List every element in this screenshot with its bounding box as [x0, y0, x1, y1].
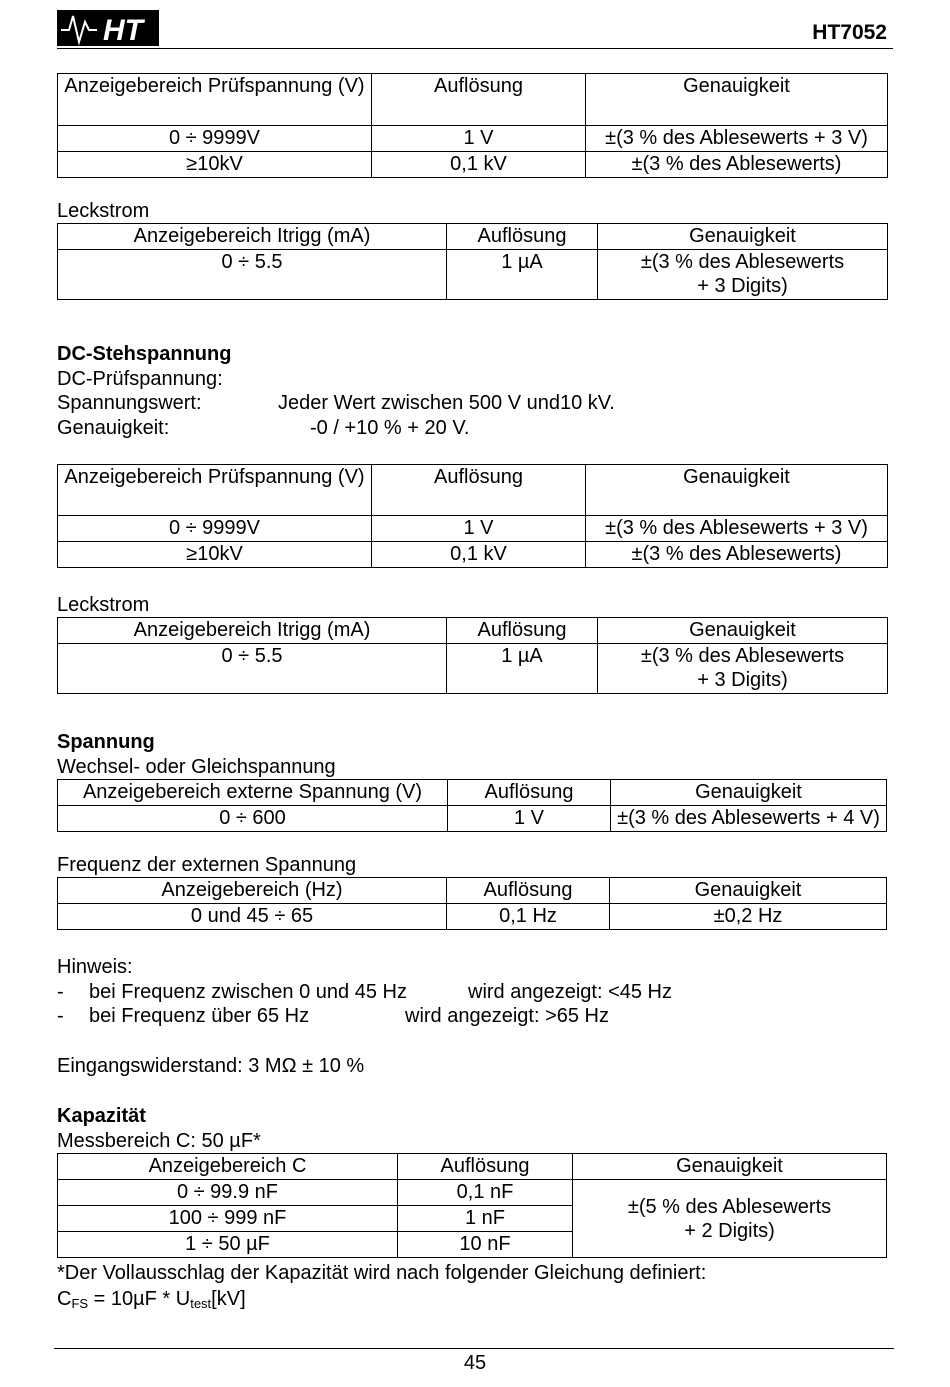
table-cell: ±(3 % des Ablesewerts + 3 V) — [586, 126, 888, 152]
accuracy-line: + 2 Digits) — [684, 1219, 775, 1242]
leakage-table-2 — [57, 617, 888, 694]
table-cell: 1 µA — [447, 644, 598, 694]
table-row — [58, 1180, 887, 1206]
table-cell: 0 ÷ 5.5 — [58, 250, 447, 300]
accuracy-line: ±(3 % des Ablesewerts — [640, 645, 845, 667]
section-title-voltage: Spannung — [57, 731, 155, 753]
dc-value-text: Jeder Wert zwischen 500 V und10 kV. — [278, 392, 615, 414]
input-resistance: Eingangswiderstand: 3 MΩ ± 10 % — [57, 1055, 365, 1077]
header-cell: Anzeigebereich (Hz) — [58, 878, 447, 904]
note-line-2b: wird angezeigt: >65 Hz — [405, 1005, 610, 1027]
frequency-table — [57, 877, 887, 930]
table-row — [58, 904, 887, 930]
table-cell: 1 ÷ 50 µF — [58, 1232, 398, 1258]
header-cell: Auflösung — [447, 878, 610, 904]
model-name: HT7052 — [812, 21, 887, 44]
table-row — [58, 516, 888, 542]
table-row — [58, 644, 888, 694]
table-cell: 0 ÷ 99.9 nF — [58, 1180, 398, 1206]
header-cell: Anzeigebereich Prüfspannung (V) — [58, 465, 372, 516]
footer-rule — [54, 1348, 894, 1349]
header-cell: Genauigkeit — [610, 878, 887, 904]
table-header-row — [58, 878, 887, 904]
header-cell: Genauigkeit — [598, 224, 888, 250]
header-cell: Anzeigebereich Prüfspannung (V) — [58, 74, 372, 126]
capacity-range: Messbereich C: 50 µF* — [57, 1130, 261, 1152]
note-line-2a: bei Frequenz über 65 Hz — [89, 1005, 310, 1027]
external-voltage-table — [57, 779, 887, 832]
table-cell — [573, 1180, 887, 1258]
note-line-1a: bei Frequenz zwischen 0 und 45 Hz — [89, 981, 407, 1003]
accuracy-line: ±(5 % des Ablesewerts — [627, 1195, 832, 1218]
table-cell: 0 ÷ 9999V — [58, 516, 372, 542]
table-cell: 1 V — [448, 806, 611, 832]
header-cell: Genauigkeit — [611, 780, 887, 806]
section-title-dc: DC-Stehspannung — [57, 343, 232, 365]
formula-end: [kV] — [211, 1288, 246, 1310]
header-cell: Anzeigebereich Itrigg (mA) — [58, 618, 447, 644]
formula-c: C — [57, 1288, 72, 1310]
accuracy-line: + 3 Digits) — [697, 669, 788, 691]
table-cell: ≥10kV — [58, 542, 372, 568]
leakage-label: Leckstrom — [57, 200, 150, 222]
header-cell: Anzeigebereich Itrigg (mA) — [58, 224, 447, 250]
table-cell: 1 V — [372, 516, 586, 542]
table-header-row — [58, 224, 888, 250]
table-cell: 0,1 kV — [372, 152, 586, 178]
dc-value-label: Spannungswert: — [57, 392, 202, 414]
header-cell: Auflösung — [372, 74, 586, 126]
table-header-row — [58, 780, 887, 806]
table-header-row — [58, 618, 888, 644]
table-cell: 1 V — [372, 126, 586, 152]
test-voltage-table-1 — [57, 73, 888, 178]
table-row — [58, 126, 888, 152]
table-row — [58, 542, 888, 568]
note-title: Hinweis: — [57, 956, 133, 978]
table-cell: 0,1 kV — [372, 542, 586, 568]
header-cell: Anzeigebereich externe Spannung (V) — [58, 780, 448, 806]
header-cell: Auflösung — [447, 224, 598, 250]
table-row — [58, 250, 888, 300]
header-cell: Genauigkeit — [586, 74, 888, 126]
table-header-row — [58, 1154, 887, 1180]
page-number: 45 — [463, 1352, 487, 1374]
note-line-1b: wird angezeigt: <45 Hz — [468, 981, 673, 1003]
header-cell: Genauigkeit — [598, 618, 888, 644]
section-title-capacity: Kapazität — [57, 1105, 146, 1127]
table-cell: 0,1 nF — [398, 1180, 573, 1206]
capacity-table — [57, 1153, 887, 1258]
voltage-subtitle: Wechsel- oder Gleichspannung — [57, 756, 336, 778]
table-cell: 0 ÷ 9999V — [58, 126, 372, 152]
ht-logo — [57, 10, 159, 46]
table-row — [58, 806, 887, 832]
header-cell: Auflösung — [372, 465, 586, 516]
accuracy-line: ±(3 % des Ablesewerts — [640, 251, 845, 273]
dc-accuracy-text: -0 / +10 % + 20 V. — [310, 417, 470, 439]
table-header-row — [58, 74, 888, 126]
table-cell: 0 ÷ 5.5 — [58, 644, 447, 694]
test-voltage-table-2 — [57, 464, 888, 568]
table-cell: 0,1 Hz — [447, 904, 610, 930]
table-cell: 0 ÷ 600 — [58, 806, 448, 832]
table-cell: 100 ÷ 999 nF — [58, 1206, 398, 1232]
dc-accuracy-label: Genauigkeit: — [57, 417, 170, 439]
table-cell: ±0,2 Hz — [610, 904, 887, 930]
logo-text: HT — [103, 14, 143, 46]
capacity-formula — [57, 1287, 246, 1316]
frequency-label: Frequenz der externen Spannung — [57, 854, 357, 876]
capacity-footnote: *Der Vollausschlag der Kapazität wird nach folgender Gleichung definiert: — [57, 1262, 707, 1284]
header-cell: Anzeigebereich C — [58, 1154, 398, 1180]
note-bullet: - — [57, 981, 64, 1003]
page-header — [57, 8, 893, 49]
header-cell: Auflösung — [447, 618, 598, 644]
table-cell: ±(3 % des Ablesewerts) — [586, 152, 888, 178]
table-cell — [598, 644, 888, 694]
header-cell: Genauigkeit — [586, 465, 888, 516]
header-cell: Genauigkeit — [573, 1154, 887, 1180]
formula-test: test — [190, 1296, 212, 1311]
table-row — [58, 152, 888, 178]
table-cell: 0 und 45 ÷ 65 — [58, 904, 447, 930]
header-cell: Auflösung — [398, 1154, 573, 1180]
leakage-table-1 — [57, 223, 888, 300]
dc-subtitle: DC-Prüfspannung: — [57, 368, 223, 390]
formula-fs: FS — [71, 1296, 89, 1311]
header-cell: Auflösung — [448, 780, 611, 806]
table-cell: ±(3 % des Ablesewerts + 4 V) — [611, 806, 887, 832]
table-cell: ≥10kV — [58, 152, 372, 178]
note-bullet: - — [57, 1005, 64, 1027]
table-cell: ±(3 % des Ablesewerts) — [586, 542, 888, 568]
table-cell: 10 nF — [398, 1232, 573, 1258]
accuracy-line: + 3 Digits) — [697, 275, 788, 297]
table-cell: 1 µA — [447, 250, 598, 300]
leakage-label: Leckstrom — [57, 594, 150, 616]
table-cell: 1 nF — [398, 1206, 573, 1232]
table-cell — [598, 250, 888, 300]
table-header-row — [58, 465, 888, 516]
table-cell: ±(3 % des Ablesewerts + 3 V) — [586, 516, 888, 542]
formula-mid: = 10µF * U — [88, 1288, 191, 1310]
